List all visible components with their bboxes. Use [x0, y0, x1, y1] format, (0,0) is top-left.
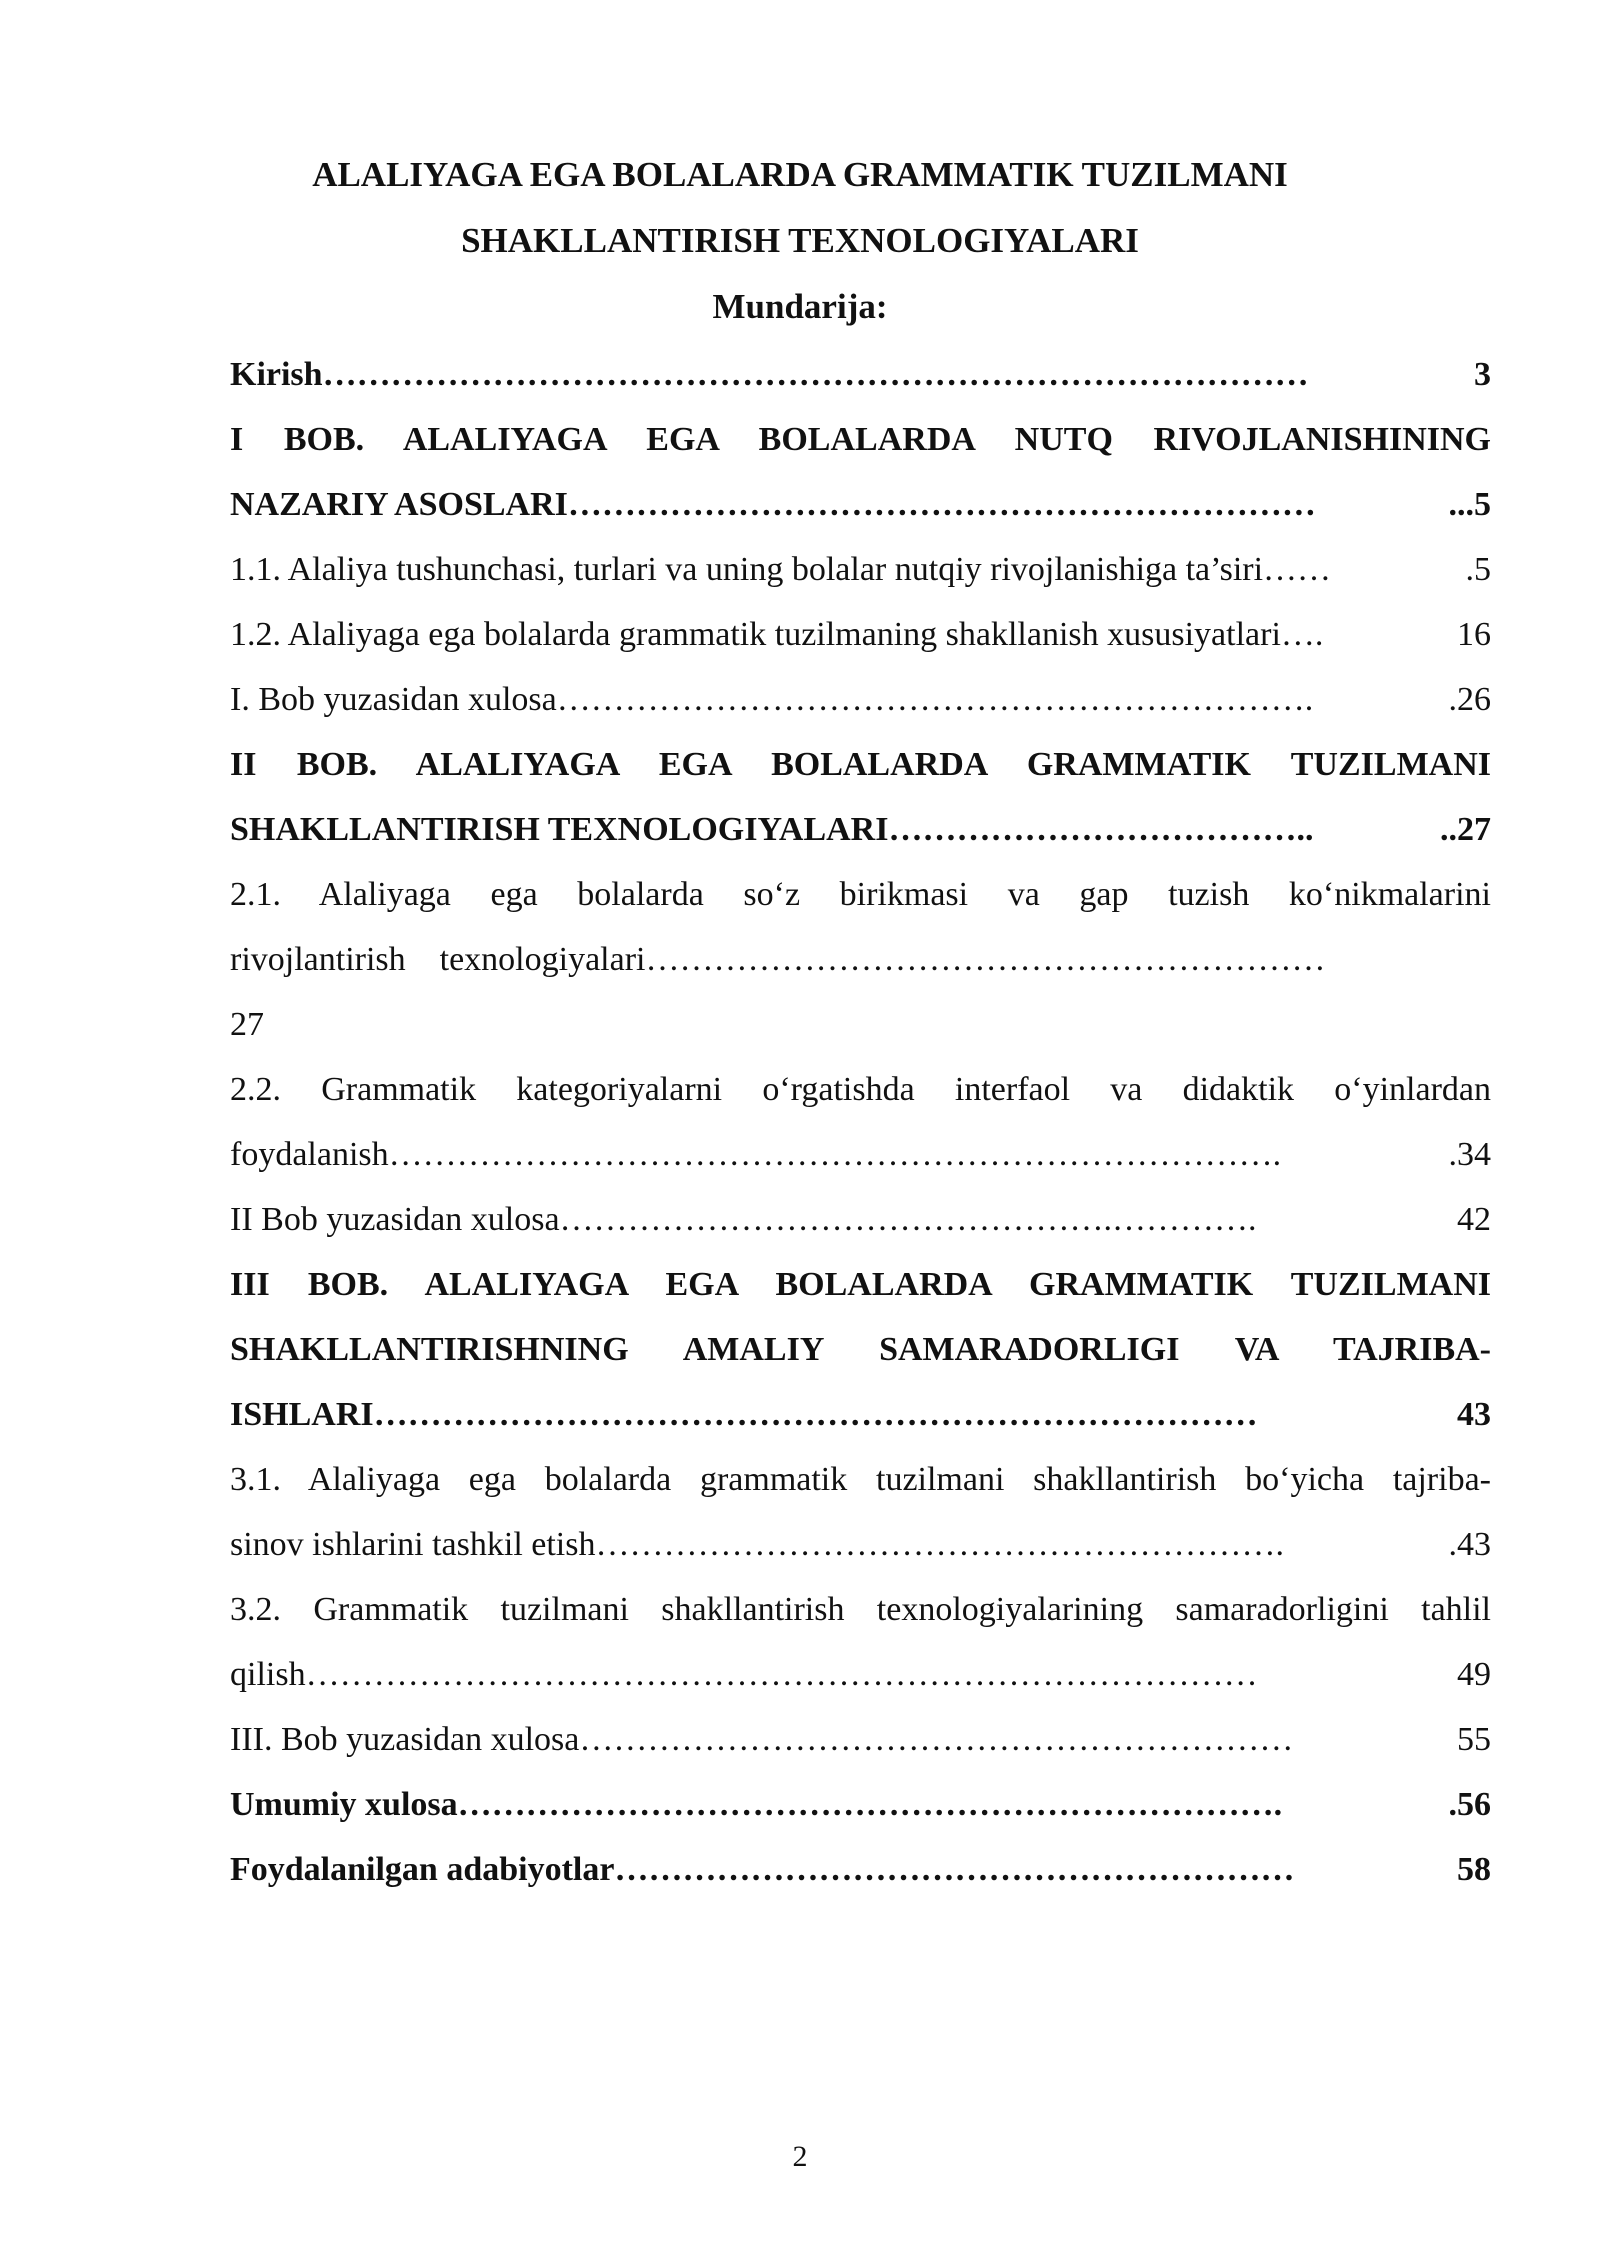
toc-entry-umumiy-xulosa[interactable] — [230, 1772, 1491, 1837]
toc-entry-title: rivojlantirish texnologiyalari — [230, 941, 646, 978]
toc-entry-title: ISHLARI — [230, 1396, 374, 1433]
toc-entry-kirish[interactable] — [230, 342, 1491, 407]
table-of-contents — [230, 342, 1491, 1902]
toc-entry-title: 1.2. Alaliyaga ega bolalarda grammatik tuzilmaning shakllanish xususiyatlari — [230, 616, 1281, 653]
toc-page-number: .34 — [1448, 1136, 1491, 1173]
toc-entry-title: II Bob yuzasidan xulosa — [230, 1201, 560, 1238]
toc-leader-dots: ………………………………………….…………. — [559, 1201, 1257, 1238]
toc-heading: Mundarija: — [712, 287, 888, 326]
toc-section-3-2-line-2[interactable] — [230, 1642, 1491, 1707]
toc-page-number: ..27 — [1440, 811, 1491, 848]
toc-chapter-3-line-3[interactable] — [230, 1382, 1491, 1447]
toc-page-number: 55 — [1457, 1721, 1491, 1758]
toc-page-number: .26 — [1448, 681, 1491, 718]
toc-page-number: 58 — [1457, 1851, 1491, 1888]
toc-leader-dots: ………………………………………………………… — [567, 486, 1316, 523]
toc-chapter-2-line-1[interactable]: II BOB. ALALIYAGA EGA BOLALARDA GRAMMATIK TUZILMANI — [230, 746, 1491, 783]
toc-leader-dots: …. — [1280, 616, 1324, 653]
toc-leader-dots: ………………………………………………………………. — [457, 1786, 1283, 1823]
toc-section-1-2[interactable] — [230, 602, 1491, 667]
toc-section-2-1-line-2[interactable] — [230, 927, 1491, 992]
toc-section-2-2-line-2[interactable] — [230, 1122, 1491, 1187]
toc-leader-dots: ……………………………………………………… — [579, 1721, 1294, 1758]
toc-entry-title: SHAKLLANTIRISH TEXNOLOGIYALARI — [230, 811, 889, 848]
toc-entry-title: qilish — [230, 1656, 306, 1693]
toc-chapter-1-line-2[interactable] — [230, 472, 1491, 537]
toc-section-2-2-line-1[interactable]: 2.2. Grammatik kategoriyalarni o‘rgatishda interfaol va didaktik o‘yinlardan — [230, 1071, 1491, 1108]
document-title-line-1: ALALIYAGA EGA BOLALARDA GRAMMATIK TUZILMANI — [312, 155, 1288, 194]
toc-leader-dots: ……………………………….. — [888, 811, 1314, 848]
toc-chapter-2-line-2[interactable] — [230, 797, 1491, 862]
toc-entry-title: NAZARIY ASOSLARI — [230, 486, 568, 523]
toc-leader-dots: ……………………………………………………. — [595, 1526, 1284, 1563]
toc-entry-title: sinov ishlarini tashkil etish — [230, 1526, 596, 1563]
toc-page-number: 43 — [1457, 1396, 1491, 1433]
toc-chapter-3-line-1[interactable]: III BOB. ALALIYAGA EGA BOLALARDA GRAMMATIK TUZILMANI — [230, 1266, 1491, 1303]
toc-page-number: .43 — [1448, 1526, 1491, 1563]
toc-leader-dots: …………………………………………………………. — [556, 681, 1314, 718]
toc-chapter-2-conclusion[interactable] — [230, 1187, 1491, 1252]
document-title-line-2: SHAKLLANTIRISH TEXNOLOGIYALARI — [461, 221, 1139, 260]
toc-section-3-1-line-2[interactable] — [230, 1512, 1491, 1577]
toc-leader-dots: …………………………………………………………………………… — [322, 356, 1309, 393]
toc-entry-adabiyotlar[interactable] — [230, 1837, 1491, 1902]
toc-leader-dots: ……………………………………………………………………. — [388, 1136, 1282, 1173]
toc-page-number: 16 — [1457, 616, 1491, 653]
toc-page-number: 49 — [1457, 1656, 1491, 1693]
toc-section-3-1-line-1[interactable]: 3.1. Alaliyaga ega bolalarda grammatik tuzilmani shakllantirish bo‘yicha tajriba- — [230, 1461, 1491, 1498]
toc-page-number: .56 — [1448, 1786, 1491, 1823]
toc-entry-title: III. Bob yuzasidan xulosa — [230, 1721, 580, 1758]
toc-entry-title: foydalanish — [230, 1136, 389, 1173]
toc-section-2-1-line-1[interactable]: 2.1. Alaliyaga ega bolalarda so‘z birikmasi va gap tuzish ko‘nikmalarini — [230, 876, 1491, 913]
toc-leader-dots: ………………………………………………………………………… — [305, 1656, 1258, 1693]
toc-leader-dots: …… — [1263, 551, 1332, 588]
toc-leader-dots: …………………………………………………………………… — [373, 1396, 1258, 1433]
toc-page-number: .5 — [1465, 551, 1491, 588]
toc-chapter-3-line-2[interactable]: SHAKLLANTIRISHNING AMALIY SAMARADORLIGI VA TAJRIBA- — [230, 1331, 1491, 1368]
toc-entry-title: Kirish — [230, 356, 323, 393]
toc-page-number: 3 — [1474, 356, 1491, 393]
toc-chapter-1-line-1[interactable]: I BOB. ALALIYAGA EGA BOLALARDA NUTQ RIVOJLANISHINING — [230, 421, 1491, 458]
toc-page-number: 42 — [1457, 1201, 1491, 1238]
toc-leader-dots: …………………………………………………… — [645, 941, 1326, 978]
toc-entry-title: Foydalanilgan adabiyotlar — [230, 1851, 615, 1888]
toc-page-number: ...5 — [1448, 486, 1491, 523]
toc-section-1-1[interactable] — [230, 537, 1491, 602]
toc-chapter-3-conclusion[interactable] — [230, 1707, 1491, 1772]
toc-leader-dots: …………………………………………………… — [614, 1851, 1295, 1888]
toc-section-3-2-line-1[interactable]: 3.2. Grammatik tuzilmani shakllantirish texnologiyalarining samaradorligini tahlil — [230, 1591, 1491, 1628]
toc-entry-title: I. Bob yuzasidan xulosa — [230, 681, 557, 718]
toc-section-2-1-page[interactable]: 27 — [230, 1006, 264, 1043]
toc-entry-title: Umumiy xulosa — [230, 1786, 458, 1823]
toc-entry-title: 1.1. Alaliya tushunchasi, turlari va uning bolalar nutqiy rivojlanishiga ta’siri — [230, 551, 1264, 588]
toc-chapter-1-conclusion[interactable] — [230, 667, 1491, 732]
page-number: 2 — [792, 2140, 808, 2173]
